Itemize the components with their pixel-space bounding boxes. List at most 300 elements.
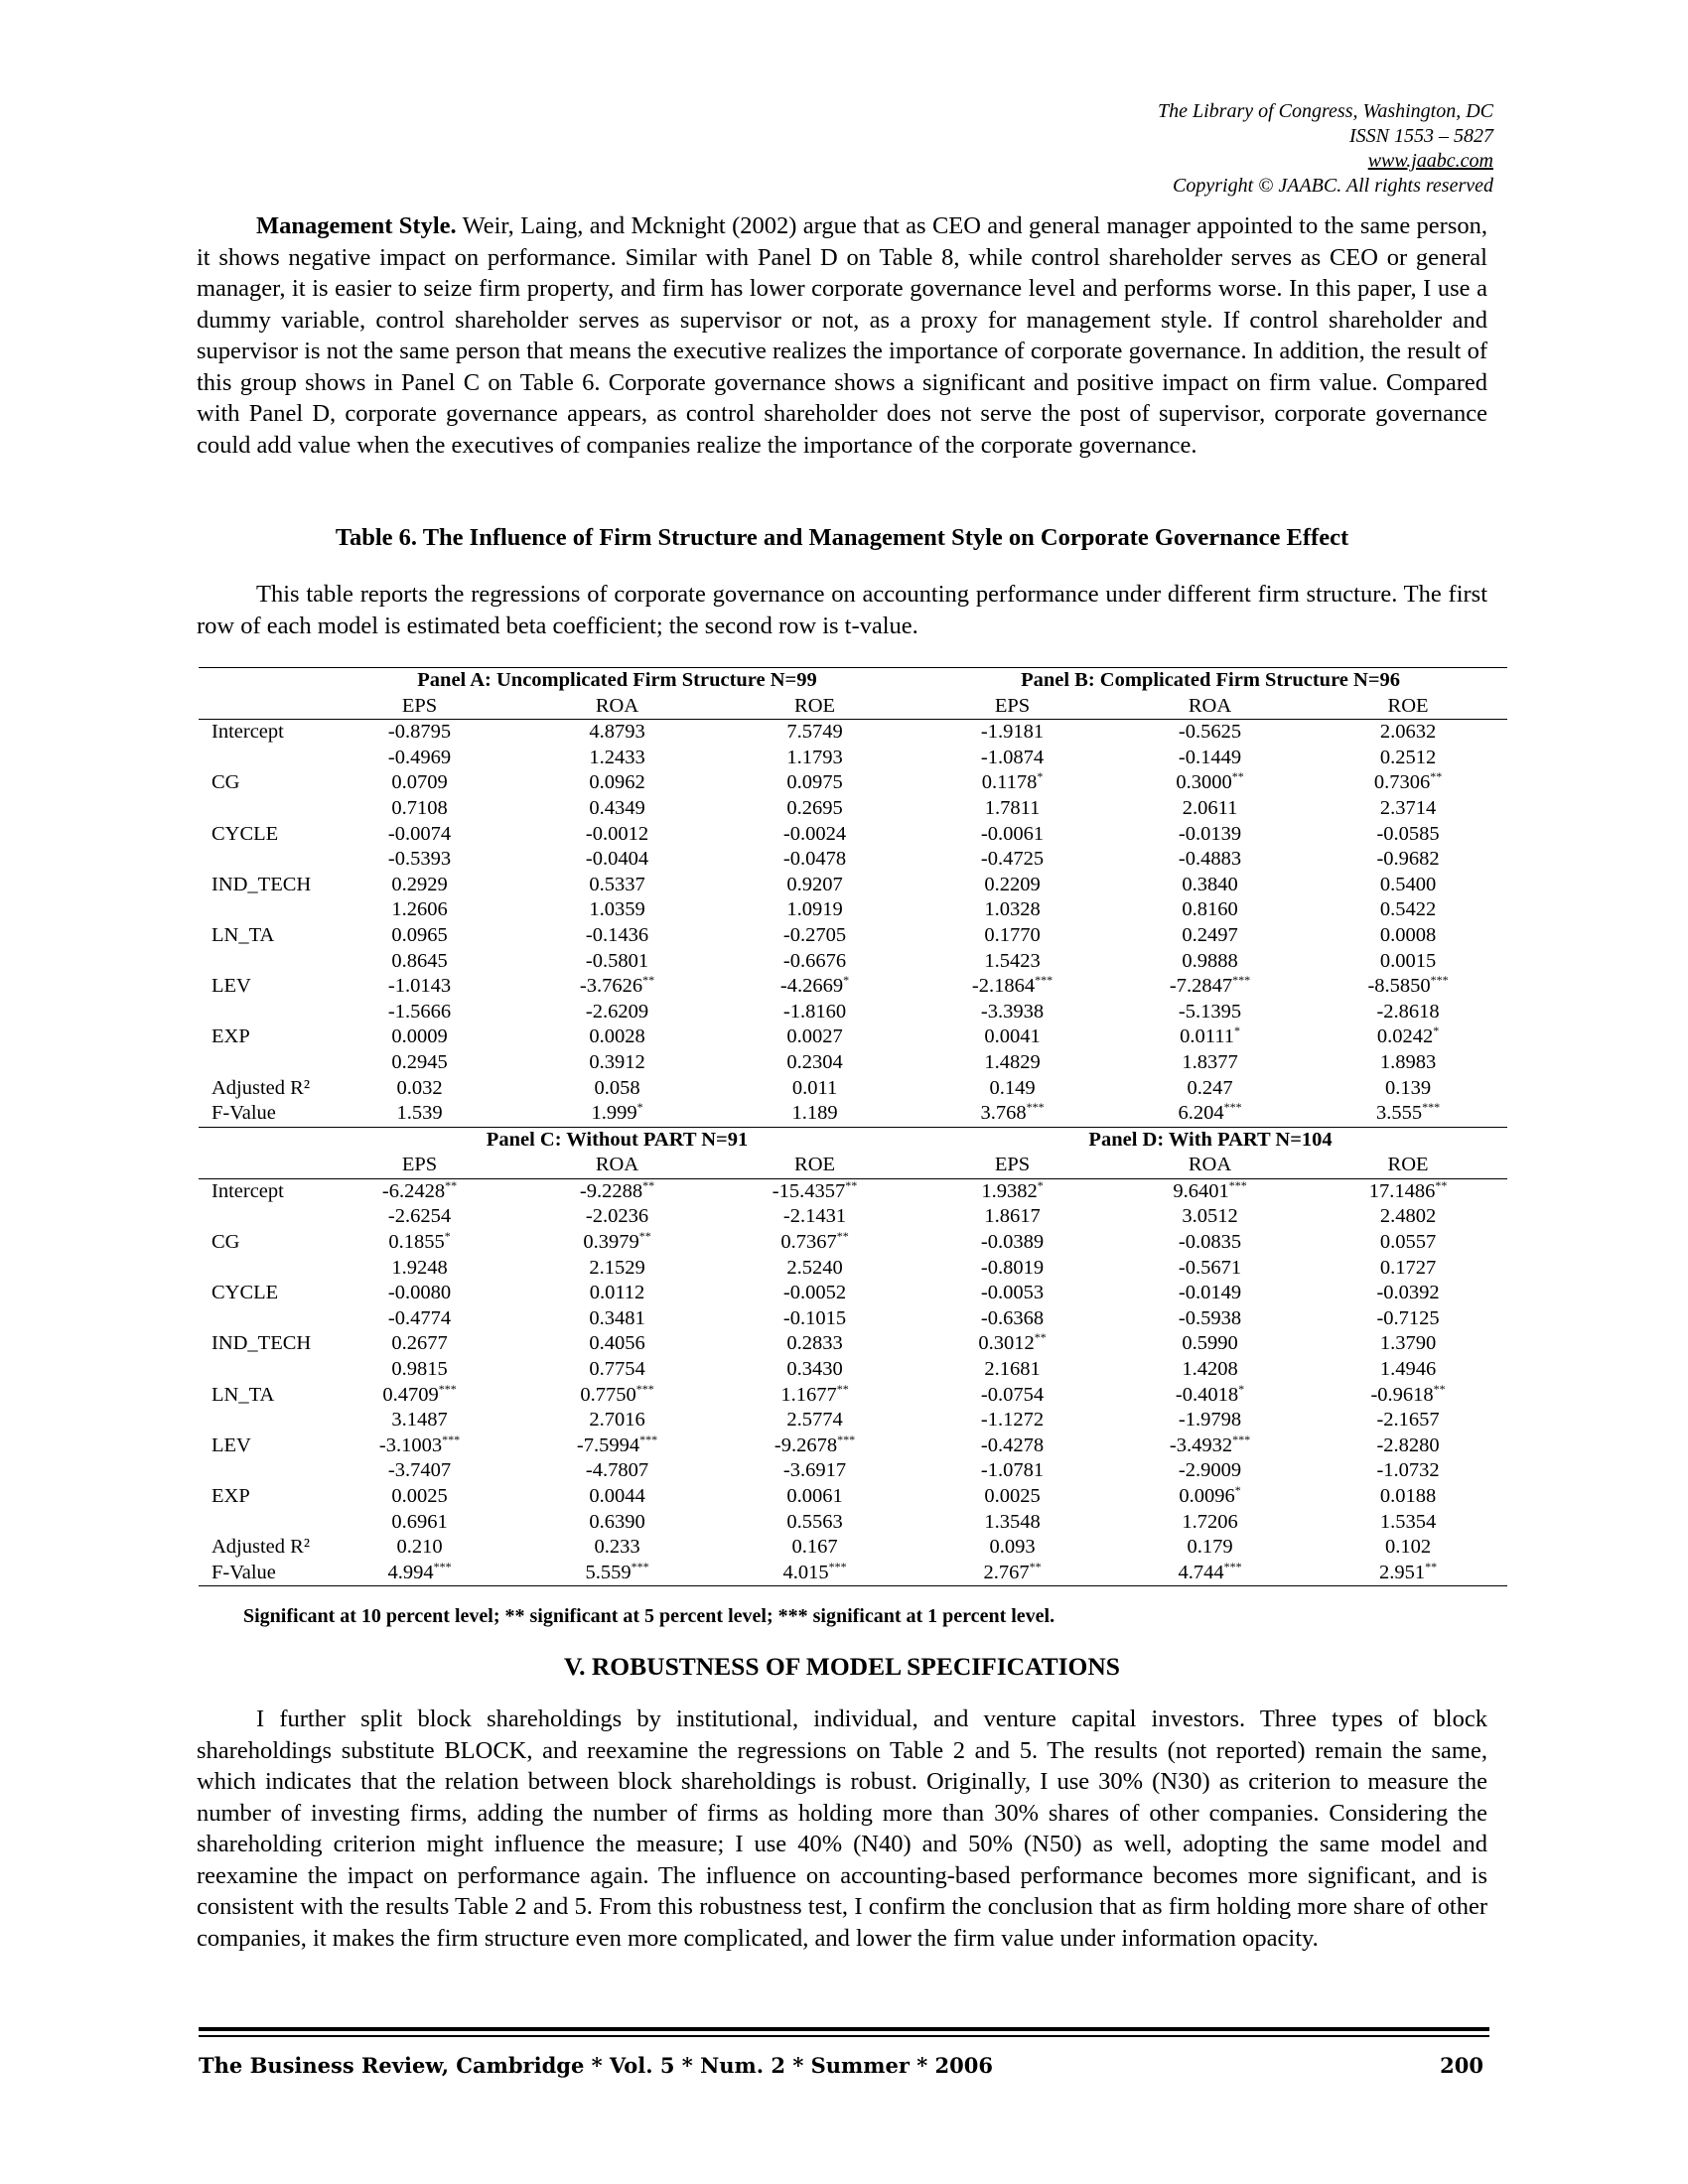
table-cell <box>321 949 518 975</box>
panel-b-title: Panel B: Complicated Firm Structure N=96 <box>914 668 1507 694</box>
cell-value: -0.0389 <box>980 1231 1045 1254</box>
cell-value: 0.3912 <box>589 1050 645 1073</box>
cell-value: 1.5354 <box>1379 1510 1437 1533</box>
significance-mark: ** <box>836 1229 849 1244</box>
table-cell <box>1309 949 1507 975</box>
cell-value: 0.0709 <box>391 771 448 794</box>
col-header-roa: ROA <box>518 694 716 720</box>
table-row <box>199 1433 1507 1459</box>
significance-mark: *** <box>1232 973 1251 988</box>
table-cell <box>518 873 716 898</box>
header-copyright: Copyright © JAABC. All rights reserved <box>1173 175 1493 197</box>
cell-value: -0.4969 <box>387 746 452 768</box>
cell-value: 3.1487 <box>391 1409 448 1432</box>
table-cell <box>1309 1458 1507 1484</box>
significance-mark: *** <box>639 1432 658 1446</box>
cell-value: 0.2677 <box>391 1332 448 1355</box>
cell-value: 2.5774 <box>786 1409 843 1432</box>
cell-value: 1.8983 <box>1379 1050 1437 1073</box>
table-cell <box>1111 1024 1309 1050</box>
table-row <box>199 1484 1507 1510</box>
header-issn: ISSN 1553 – 5827 <box>1349 125 1493 147</box>
table-cell <box>716 949 914 975</box>
row-label: CYCLE <box>211 1282 279 1304</box>
cell-value: 1.539 <box>396 1102 443 1125</box>
cell-value: -3.3938 <box>980 1000 1045 1023</box>
cell-value: -0.6368 <box>980 1306 1045 1329</box>
table-cell <box>914 873 1111 898</box>
footer-rule-thin <box>199 2035 1489 2037</box>
cell-value: 3.768 <box>980 1102 1027 1125</box>
table-cell <box>518 847 716 873</box>
table-cell <box>716 923 914 949</box>
cell-value: 0.8645 <box>391 949 448 972</box>
table-cell <box>914 1050 1111 1076</box>
significance-mark: * <box>1234 1483 1241 1497</box>
table-cell <box>914 1024 1111 1050</box>
table-cell <box>321 873 518 898</box>
table-cell <box>914 1433 1111 1459</box>
table-cell <box>518 1357 716 1383</box>
table-row <box>199 1281 1507 1306</box>
cell-value: -5.1395 <box>1178 1000 1242 1023</box>
cell-value: 0.4349 <box>589 796 645 819</box>
significance-mark: * <box>636 1100 643 1115</box>
table-cell <box>321 923 518 949</box>
table-cell <box>518 1433 716 1459</box>
row-label: IND_TECH <box>211 873 312 895</box>
significance-mark: ** <box>642 1177 655 1192</box>
table-row <box>199 770 1507 796</box>
table-row <box>199 1256 1507 1282</box>
table-cell <box>1309 1204 1507 1230</box>
cell-value: 0.2209 <box>984 873 1041 895</box>
table-cell <box>321 1433 518 1459</box>
cell-value: 0.0965 <box>391 923 448 946</box>
table-cell <box>716 720 914 746</box>
cell-value: -0.9682 <box>1376 848 1440 871</box>
cell-value: 0.0044 <box>589 1485 645 1507</box>
cell-value: 2.3714 <box>1379 796 1437 819</box>
cell-value: -0.1449 <box>1178 746 1242 768</box>
cell-value: 1.2606 <box>391 898 448 921</box>
table-cell <box>716 1000 914 1025</box>
cell-value: 4.744 <box>1178 1561 1224 1583</box>
cell-value: 1.0919 <box>786 898 843 921</box>
cell-value: 1.2433 <box>589 746 645 768</box>
table-row <box>199 1306 1507 1332</box>
significance-mark: *** <box>442 1432 461 1446</box>
table-row <box>199 1024 1507 1050</box>
table-cell <box>1309 770 1507 796</box>
cell-value: 0.1770 <box>984 923 1041 946</box>
cell-value: 0.179 <box>1187 1536 1233 1559</box>
cell-value: -2.6254 <box>387 1205 452 1228</box>
table-cell <box>914 1357 1111 1383</box>
col-header-roe: ROE <box>716 1153 914 1178</box>
significance-mark: * <box>1037 769 1044 784</box>
table-cell <box>321 1357 518 1383</box>
cell-value: 0.058 <box>594 1076 640 1099</box>
cell-value: 1.7206 <box>1182 1510 1238 1533</box>
significance-mark: *** <box>631 1559 649 1573</box>
table-cell <box>1309 822 1507 848</box>
table-cell <box>716 1331 914 1357</box>
significance-mark: ** <box>845 1177 858 1192</box>
table-row <box>199 796 1507 822</box>
significance-mark: * <box>1233 1024 1240 1038</box>
col-header-eps: EPS <box>321 1153 518 1178</box>
table-cell <box>321 974 518 1000</box>
cell-value: 1.4829 <box>984 1050 1041 1073</box>
row-label: F-Value <box>211 1102 276 1125</box>
significance-mark: ** <box>1034 1330 1047 1345</box>
row-label <box>199 1357 321 1383</box>
table-cell <box>518 1484 716 1510</box>
cell-value: 2.4802 <box>1379 1205 1437 1228</box>
table-row <box>199 1331 1507 1357</box>
row-label: LN_TA <box>211 923 275 946</box>
table-cell <box>1111 1306 1309 1332</box>
cell-value: -0.0478 <box>782 848 847 871</box>
table-cell <box>518 1101 716 1127</box>
row-label <box>199 796 321 822</box>
cell-value: -3.6917 <box>782 1459 847 1482</box>
cell-value: 0.167 <box>791 1536 838 1559</box>
table-cell <box>716 1306 914 1332</box>
cell-value: -7.5994 <box>576 1433 640 1456</box>
significance-mark: *** <box>1026 1100 1045 1115</box>
cell-value: 1.9382 <box>981 1179 1038 1202</box>
table-cell <box>716 1458 914 1484</box>
cell-value: -1.8160 <box>782 1000 847 1023</box>
table-row <box>199 1357 1507 1383</box>
cell-value: -0.5938 <box>1178 1306 1242 1329</box>
significance-mark: *** <box>438 1381 457 1396</box>
significance-mark: *** <box>1223 1100 1242 1115</box>
significance-mark: ** <box>1435 1177 1448 1192</box>
table-row <box>199 1178 1507 1204</box>
table-cell <box>914 1535 1111 1561</box>
cell-value: 0.0557 <box>1379 1231 1437 1254</box>
cell-value: 0.247 <box>1187 1076 1233 1099</box>
cell-value: 0.139 <box>1384 1076 1432 1099</box>
panel-header-row <box>199 1127 1507 1153</box>
significance-mark: *** <box>837 1432 856 1446</box>
row-label <box>199 949 321 975</box>
cell-value: 0.032 <box>396 1076 443 1099</box>
significance-mark: ** <box>445 1177 458 1192</box>
significance-mark: * <box>1037 1177 1044 1192</box>
table-cell <box>321 1050 518 1076</box>
table-cell <box>914 1561 1111 1586</box>
cell-value: 0.9207 <box>786 873 843 895</box>
cell-value: 3.555 <box>1375 1102 1423 1125</box>
cell-value: 2.0632 <box>1379 721 1437 744</box>
column-header-row <box>199 1153 1507 1178</box>
table-row <box>199 1510 1507 1536</box>
table-cell <box>1111 746 1309 771</box>
table-cell <box>914 1281 1111 1306</box>
cell-value: -1.9798 <box>1178 1409 1242 1432</box>
table-row <box>199 746 1507 771</box>
panel-header-row <box>199 668 1507 694</box>
table-cell <box>518 1281 716 1306</box>
row-label <box>199 1000 321 1025</box>
table-cell <box>1309 847 1507 873</box>
cell-value: -3.7407 <box>387 1459 452 1482</box>
cell-value: 1.3790 <box>1379 1332 1437 1355</box>
table-cell <box>716 1256 914 1282</box>
table-cell <box>321 1076 518 1102</box>
table-cell <box>914 720 1111 746</box>
cell-value: 1.4208 <box>1182 1358 1238 1381</box>
row-label <box>199 746 321 771</box>
col-header-roa: ROA <box>518 1153 716 1178</box>
cell-value: 2.951 <box>1378 1561 1426 1583</box>
cell-value: -0.1436 <box>585 923 649 946</box>
cell-value: 0.2695 <box>786 796 843 819</box>
significance-mark: *** <box>1232 1432 1251 1446</box>
row-label: CG <box>211 1231 240 1254</box>
row-label <box>199 1204 321 1230</box>
table-cell <box>914 949 1111 975</box>
row-label <box>199 1510 321 1536</box>
table-cell <box>321 1561 518 1586</box>
table-cell <box>1309 1561 1507 1586</box>
cell-value: 0.0111 <box>1180 1025 1234 1048</box>
cell-value: -1.5666 <box>387 1000 452 1023</box>
cell-value: 0.2304 <box>786 1050 843 1073</box>
col-header-eps: EPS <box>914 694 1111 720</box>
cell-value: -1.1272 <box>980 1409 1045 1432</box>
table-cell <box>518 720 716 746</box>
cell-value: 0.093 <box>989 1536 1036 1559</box>
cell-value: 0.0028 <box>589 1025 645 1048</box>
table-cell <box>518 897 716 923</box>
cell-value: 0.4709 <box>382 1383 439 1406</box>
table-note: This table reports the regressions of corporate governance on accounting performance under different firm structure. The first row of each model is estimated beta coefficient; the second row is t-value. <box>197 581 1487 639</box>
cell-value: 0.0008 <box>1379 923 1437 946</box>
table-cell <box>1111 1256 1309 1282</box>
table-cell <box>518 822 716 848</box>
cell-value: -2.8280 <box>1376 1433 1440 1456</box>
table-cell <box>914 1408 1111 1433</box>
table-cell <box>1111 974 1309 1000</box>
cell-value: 0.7108 <box>391 796 448 819</box>
table-cell <box>716 1204 914 1230</box>
table-cell <box>914 1204 1111 1230</box>
cell-value: 0.0096 <box>1179 1485 1235 1507</box>
cell-value: 0.3012 <box>978 1332 1035 1355</box>
table-cell <box>518 1331 716 1357</box>
cell-value: 0.9888 <box>1182 949 1238 972</box>
cell-value: -2.1431 <box>782 1205 847 1228</box>
table-cell <box>1111 1331 1309 1357</box>
table-cell <box>321 1383 518 1409</box>
table-cell <box>518 1050 716 1076</box>
table-cell <box>321 796 518 822</box>
cell-value: 5.559 <box>585 1561 632 1583</box>
table-cell <box>321 1256 518 1282</box>
row-label: Intercept <box>211 1179 284 1202</box>
paragraph-lead: Management Style. <box>256 212 457 239</box>
cell-value: -2.0236 <box>585 1205 649 1228</box>
table-cell <box>518 1408 716 1433</box>
table-cell <box>518 949 716 975</box>
cell-value: 0.2833 <box>786 1332 843 1355</box>
cell-value: -1.0732 <box>1376 1459 1440 1482</box>
table-cell <box>321 1000 518 1025</box>
cell-value: 0.5563 <box>786 1510 843 1533</box>
cell-value: -0.4278 <box>980 1433 1045 1456</box>
cell-value: -3.1003 <box>378 1433 443 1456</box>
cell-value: -0.4774 <box>387 1306 452 1329</box>
table-cell <box>1111 1484 1309 1510</box>
table-cell <box>518 1561 716 1586</box>
cell-value: 2.767 <box>983 1561 1030 1583</box>
table-cell <box>518 1256 716 1282</box>
table-row <box>199 1535 1507 1561</box>
cell-value: 0.5400 <box>1379 873 1437 895</box>
row-label: F-Value <box>199 1561 321 1586</box>
cell-value: 0.0025 <box>391 1485 448 1507</box>
table-cell <box>914 1383 1111 1409</box>
cell-value: -2.9009 <box>1178 1459 1242 1482</box>
row-label <box>199 1458 321 1484</box>
significance-mark: *** <box>1430 973 1449 988</box>
table-cell <box>1111 847 1309 873</box>
panel-c-title: Panel C: Without PART N=91 <box>321 1127 914 1153</box>
table-cell <box>1309 923 1507 949</box>
table-cell <box>716 1535 914 1561</box>
cell-value: 0.149 <box>989 1076 1036 1099</box>
cell-value: 1.7811 <box>984 796 1041 819</box>
cell-value: 0.5337 <box>589 873 645 895</box>
table-cell <box>716 1178 914 1204</box>
cell-value: -0.9618 <box>1370 1383 1434 1406</box>
table-cell <box>1111 1535 1309 1561</box>
table-cell <box>1111 1230 1309 1256</box>
cell-value: 0.0025 <box>984 1485 1041 1507</box>
cell-value: 0.7367 <box>780 1231 837 1254</box>
cell-value: -0.7125 <box>1376 1306 1440 1329</box>
table-cell <box>914 1000 1111 1025</box>
cell-value: 1.9248 <box>391 1256 448 1279</box>
table-cell <box>716 897 914 923</box>
cell-value: 0.0188 <box>1379 1485 1437 1507</box>
cell-value: 0.2929 <box>391 873 448 895</box>
cell-value: 9.6401 <box>1173 1179 1229 1202</box>
cell-value: 0.0009 <box>391 1025 448 1048</box>
cell-value: 6.204 <box>1178 1102 1224 1125</box>
column-header-row <box>199 694 1507 720</box>
table-caption: Table 6. The Influence of Firm Structure and Management Style on Corporate Governance Effect <box>335 524 1349 551</box>
table-cell <box>1309 1050 1507 1076</box>
cell-value: 2.1681 <box>984 1358 1041 1381</box>
significance-mark: ** <box>1029 1559 1042 1573</box>
significance-mark: *** <box>1035 973 1054 988</box>
cell-value: -0.0061 <box>980 822 1045 845</box>
table-cell <box>518 974 716 1000</box>
cell-value: 0.2497 <box>1182 923 1238 946</box>
table-cell <box>321 720 518 746</box>
table-cell <box>914 746 1111 771</box>
table-cell <box>1309 1101 1507 1127</box>
significance-mark: * <box>1433 1024 1440 1038</box>
paragraph-text: Weir, Laing, and Mcknight (2002) argue that as CEO and general manager appointed to the same person, it shows negative impact on performance. Similar with Panel D on Table 8, while control shareholder serves as CEO or general manager, it is easier to seize firm property, and firm has lower corporate governance level and performs worse. In this paper, I use a dummy variable, control shareholder serves as supervisor or not, as a proxy for management style. If control shareholder and supervisor is not the same person that means the executive realizes the importance of corporate governance. In addition, the result of this group shows in Panel C on Table 6. Corporate governance shows a significant and positive impact on firm value. Compared with Panel D, corporate governance appears, as control shareholder does not serve the post of supervisor, corporate governance could add value when the executives of companies realize the importance of the corporate governance. <box>197 212 1487 459</box>
table-cell <box>914 1256 1111 1282</box>
table-cell <box>1309 1076 1507 1102</box>
table-cell <box>716 822 914 848</box>
header-website-link[interactable]: www.jaabc.com <box>1367 150 1493 172</box>
significance-mark: ** <box>638 1229 651 1244</box>
table-cell <box>914 1458 1111 1484</box>
cell-value: 17.1486 <box>1368 1179 1436 1202</box>
panel-d-title: Panel D: With PART N=104 <box>914 1127 1507 1153</box>
table-cell <box>1309 1000 1507 1025</box>
header-library: The Library of Congress, Washington, DC <box>1157 100 1493 122</box>
cell-value: -0.8795 <box>387 721 452 744</box>
cell-value: 0.5990 <box>1182 1332 1238 1355</box>
cell-value: -0.0149 <box>1178 1282 1242 1304</box>
cell-value: 1.1793 <box>786 746 843 768</box>
cell-value: 0.9815 <box>391 1358 448 1381</box>
table-cell <box>518 1510 716 1536</box>
cell-value: -0.5671 <box>1178 1256 1242 1279</box>
col-header-roa: ROA <box>1111 1153 1309 1178</box>
table-cell <box>1309 1408 1507 1433</box>
cell-value: 2.5240 <box>786 1256 843 1279</box>
table-cell <box>518 1535 716 1561</box>
table-cell <box>1309 1331 1507 1357</box>
table-cell <box>716 1383 914 1409</box>
table-cell <box>716 1101 914 1127</box>
table-cell <box>1309 897 1507 923</box>
table-cell <box>518 746 716 771</box>
table-cell <box>1111 770 1309 796</box>
cell-value: -0.0074 <box>387 822 452 845</box>
significance-mark: ** <box>1425 1559 1438 1573</box>
robustness-paragraph: I further split block shareholdings by institutional, individual, and venture capital investors. Three types of block shareholdings substitute BLOCK, and reexamine the regressions on Table 2 and 5. The results (not reported) remain the same, which indicates that the relation between block shareholdings is robust. Originally, I use 30% (N30) as criterion to measure the number of investing firms, adding the number of firms as holding more than 30% shares of other companies. Considering the shareholding criterion might influence the measure; I use 40% (N40) and 50% (N50) as well, adopting the same model and reexamine the impact on performance again. The influence on accounting-based performance becomes more significant, and is consistent with the results Table 2 and 5. From this robustness test, I confirm the conclusion that as firm holding more share of other companies, it makes the firm structure even more complicated, and lower the firm value under information opacity. <box>197 1706 1487 1952</box>
table-cell <box>716 1230 914 1256</box>
significance-mark: * <box>843 973 850 988</box>
cell-value: 0.2512 <box>1379 746 1437 768</box>
significance-mark: *** <box>1223 1559 1242 1573</box>
cell-value: -0.0052 <box>782 1282 847 1304</box>
row-label <box>199 1050 321 1076</box>
cell-value: 1.999 <box>591 1102 637 1125</box>
table-row <box>199 847 1507 873</box>
table-cell <box>716 1561 914 1586</box>
cell-value: -0.0024 <box>782 822 847 845</box>
cell-value: 4.994 <box>387 1561 434 1583</box>
cell-value: -4.2669 <box>779 975 844 998</box>
cell-value: 0.0061 <box>786 1485 843 1507</box>
table-cell <box>1111 720 1309 746</box>
table-row <box>199 1050 1507 1076</box>
table-row <box>199 1230 1507 1256</box>
row-label <box>199 1256 321 1282</box>
cell-value: 0.4056 <box>589 1332 645 1355</box>
table-cell <box>1309 1383 1507 1409</box>
table-cell <box>1111 1076 1309 1102</box>
table-cell <box>321 1024 518 1050</box>
table-cell <box>716 796 914 822</box>
table-cell <box>716 1281 914 1306</box>
table-cell <box>716 1024 914 1050</box>
table-cell <box>1111 1433 1309 1459</box>
